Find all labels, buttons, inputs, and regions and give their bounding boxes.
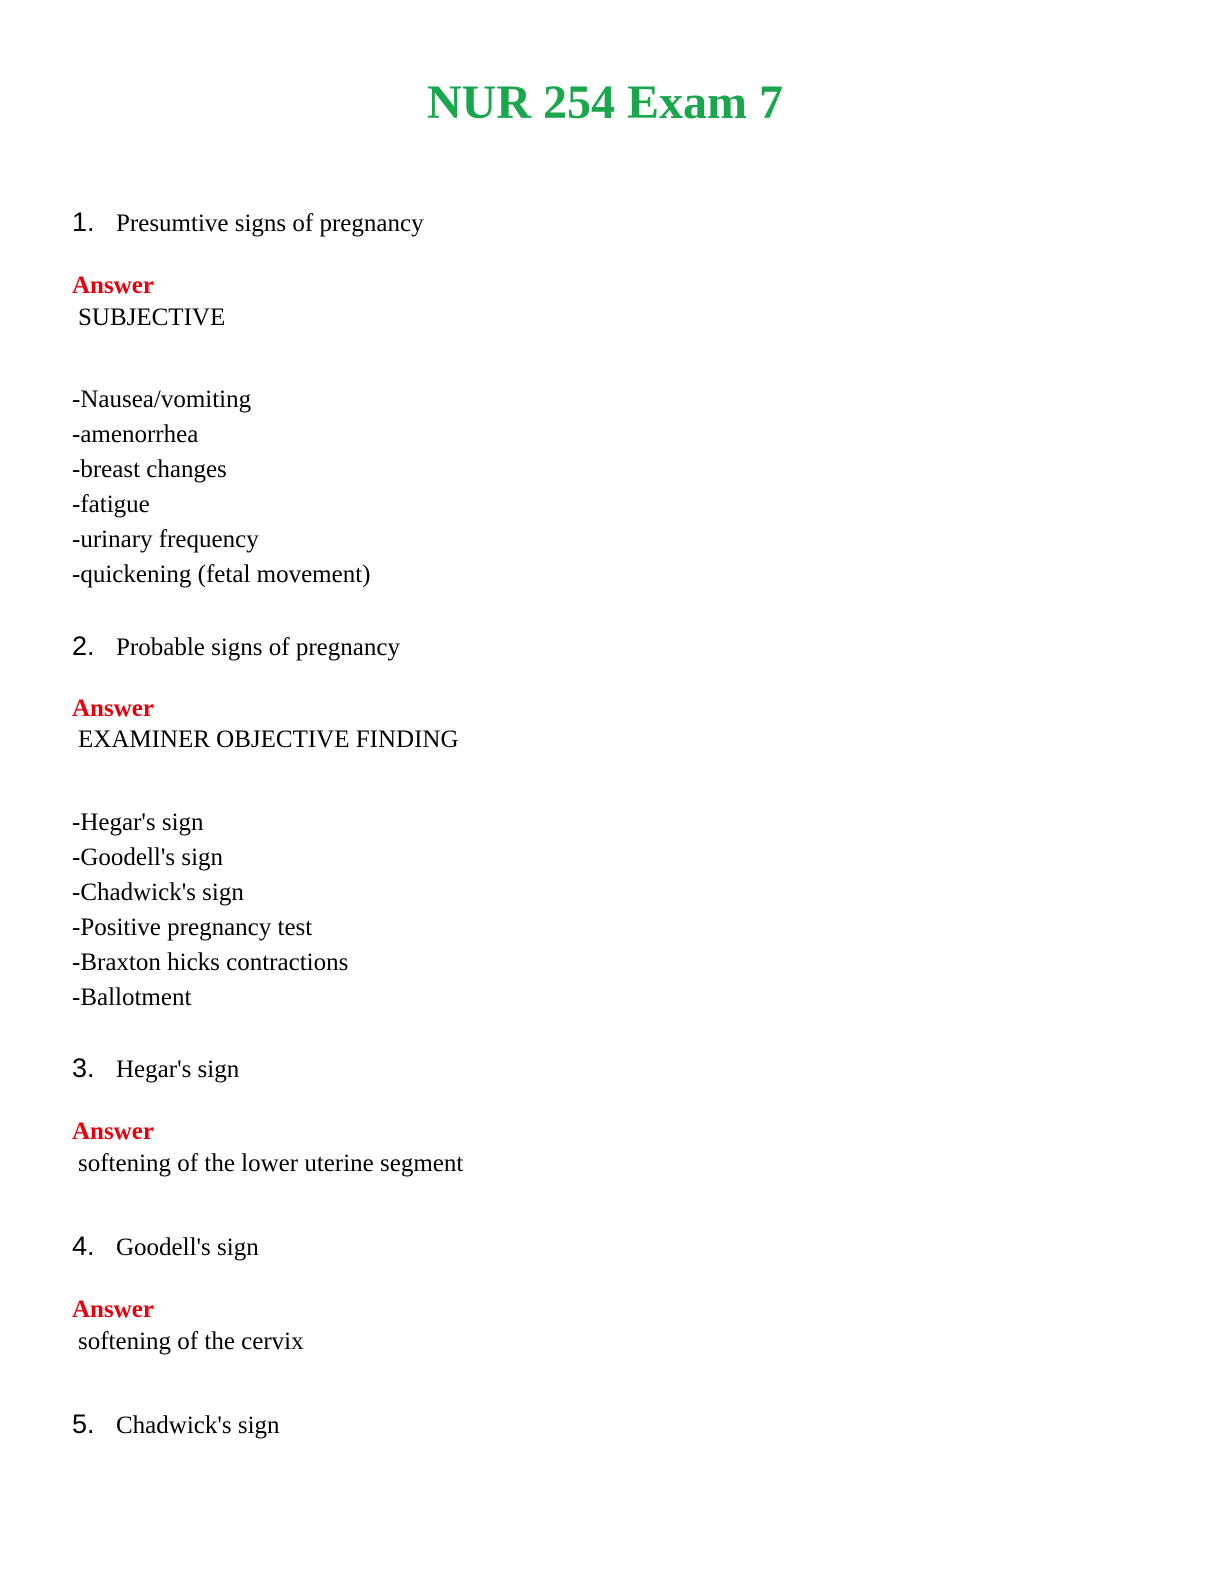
question-2 — [72, 631, 400, 663]
question-number: 4. — [72, 1231, 95, 1261]
question-text: Presumtive signs of pregnancy — [116, 210, 424, 237]
list-item: -breast changes — [72, 456, 227, 483]
list-item: -Chadwick's sign — [72, 879, 244, 906]
list-item: -Nausea/vomiting — [72, 386, 252, 413]
answer-label: Answer — [72, 1118, 154, 1145]
answer-label: Answer — [72, 272, 154, 299]
question-4 — [72, 1231, 259, 1263]
list-item: -Positive pregnancy test — [72, 914, 313, 941]
list-item: -quickening (fetal movement) — [72, 561, 371, 588]
list-item: -urinary frequency — [72, 526, 259, 553]
question-1 — [72, 207, 424, 239]
answer-heading: SUBJECTIVE — [78, 304, 226, 331]
question-number: 3. — [72, 1053, 95, 1083]
question-text: Chadwick's sign — [116, 1412, 280, 1439]
question-text: Hegar's sign — [116, 1056, 240, 1083]
answer-label: Answer — [72, 1296, 154, 1323]
question-number: 5. — [72, 1409, 95, 1439]
question-text: Probable signs of pregnancy — [116, 634, 400, 661]
list-item: -Ballotment — [72, 984, 192, 1011]
question-3 — [72, 1053, 239, 1085]
question-number: 2. — [72, 631, 95, 661]
answer-text: softening of the cervix — [78, 1328, 304, 1355]
list-item: -Goodell's sign — [72, 844, 224, 871]
answer-heading: EXAMINER OBJECTIVE FINDING — [78, 726, 459, 753]
answer-list — [72, 382, 371, 592]
list-item: -amenorrhea — [72, 421, 199, 448]
list-item: -fatigue — [72, 491, 150, 518]
question-5 — [72, 1409, 280, 1441]
page-title: NUR 254 Exam 7 — [427, 76, 783, 129]
list-item: -Hegar's sign — [72, 809, 204, 836]
list-item: -Braxton hicks contractions — [72, 949, 349, 976]
question-number: 1. — [72, 207, 95, 237]
answer-list — [72, 805, 348, 1015]
question-text: Goodell's sign — [116, 1234, 259, 1261]
answer-label: Answer — [72, 695, 154, 722]
answer-text: softening of the lower uterine segment — [78, 1150, 464, 1177]
